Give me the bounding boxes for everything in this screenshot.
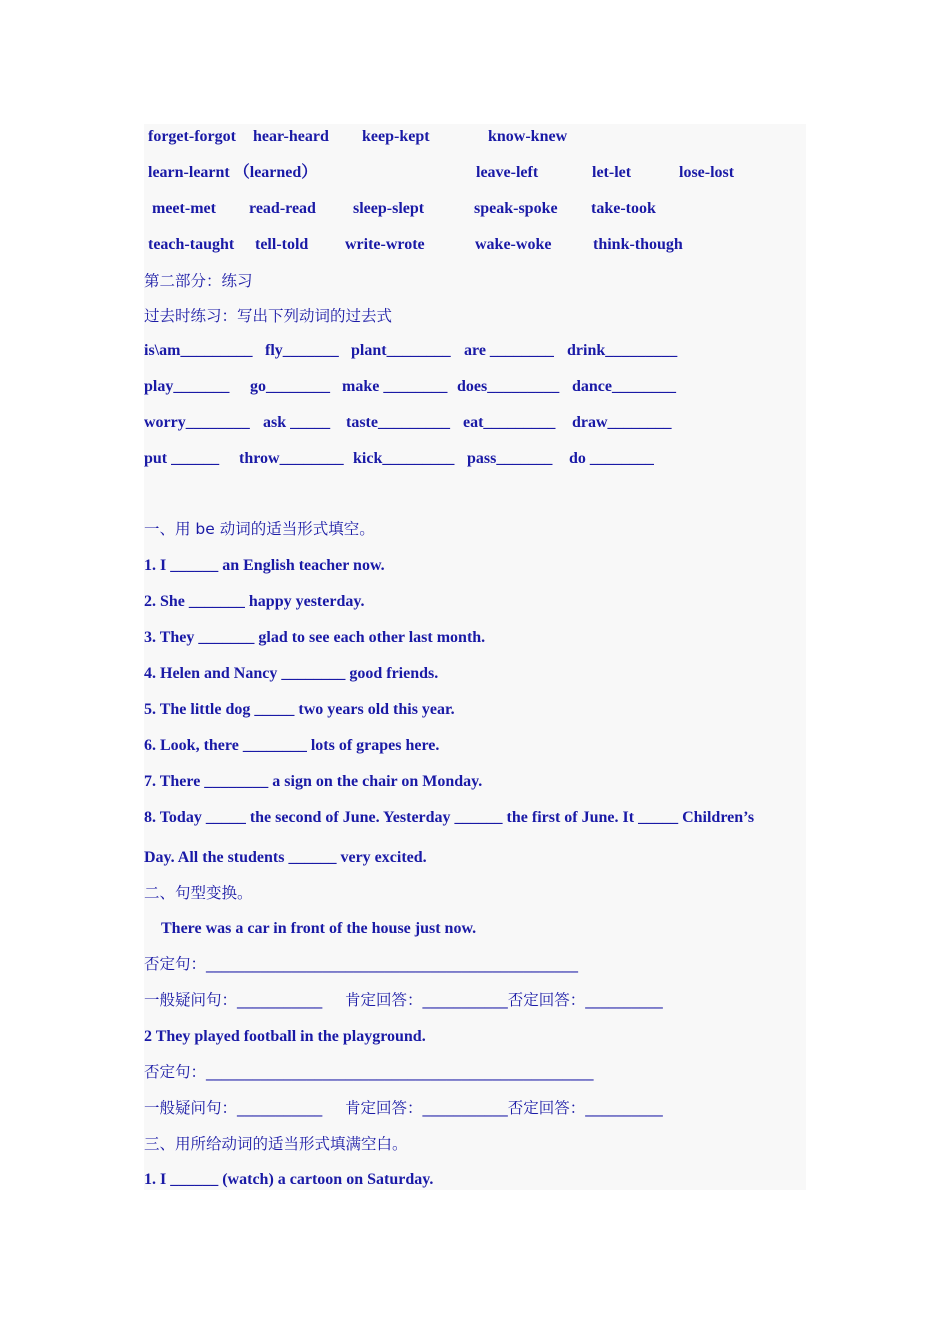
exercise-blank: draw________ [572, 414, 672, 431]
verb-pair: sleep-slept [353, 200, 425, 217]
exercise-blank: do ________ [569, 450, 654, 467]
section1-item: 7. There ________ a sign on the chair on Monday. [144, 773, 483, 790]
verb-pair: let-let [592, 164, 632, 181]
verb-pair: forget-forgot [148, 128, 236, 145]
verb-pair: teach-taught [148, 236, 235, 253]
verb-pair: take-took [591, 200, 656, 217]
general-question-2: 一般疑问句：___________ [144, 1099, 323, 1117]
verb-pair: keep-kept [362, 128, 430, 145]
exercise-blank: go________ [250, 378, 330, 395]
exercise-blank: ask _____ [263, 414, 331, 431]
section1-item: 2. She _______ happy yesterday. [144, 593, 365, 610]
verb-pair: wake-woke [475, 236, 552, 253]
verb-pair: hear-heard [253, 128, 329, 145]
exercise-blank: taste_________ [346, 414, 450, 431]
exercise-blank: throw________ [239, 450, 344, 467]
section2-title: 二、句型变换。 [144, 884, 253, 902]
exercise-blank: put ______ [144, 450, 220, 467]
verb-pair: know-knew [488, 128, 568, 145]
section2-sentence-1: There was a car in front of the house just now. [161, 920, 477, 937]
negative-sentence-1: 否定句：________________________________________________ [144, 955, 579, 973]
exercise-blank: are ________ [464, 342, 554, 359]
section1-item: 6. Look, there ________ lots of grapes here. [144, 737, 440, 754]
past-tense-title: 过去时练习：写出下列动词的过去式 [144, 307, 393, 325]
section1-title: 一、用 be 动词的适当形式填空。 [144, 520, 375, 538]
part2-title: 第二部分：练习 [144, 272, 253, 290]
verb-pair: leave-left [476, 164, 539, 181]
verb-pair: read-read [249, 200, 316, 217]
section3-item: 1. I ______ (watch) a cartoon on Saturday. [144, 1171, 434, 1188]
verb-pair: write-wrote [345, 236, 425, 253]
section1-item: 8. Today _____ the second of June. Yesterday ______ the first of June. It _____ Children’s [144, 809, 755, 826]
exercise-blank: dance________ [572, 378, 676, 395]
exercise-blank: drink_________ [567, 342, 678, 359]
verb-pair: learn-learnt （learned） [148, 164, 318, 181]
verb-pair: speak-spoke [474, 200, 558, 217]
section3-title: 三、用所给动词的适当形式填满空白。 [144, 1135, 408, 1153]
verb-row-4 [144, 235, 794, 355]
general-question-1: 一般疑问句：___________ [144, 991, 323, 1009]
section1-item: Day. All the students ______ very excited. [144, 849, 427, 866]
verb-pair: meet-met [152, 200, 216, 217]
exercise-blank: fly_______ [265, 342, 339, 359]
exercise-blank: kick_________ [353, 450, 455, 467]
answers-2: 肯定回答：___________否定回答：__________ [345, 1099, 663, 1117]
exercise-row-4 [144, 449, 794, 569]
verb-pair: tell-told [255, 236, 309, 253]
negative-sentence-2: 否定句：__________________________________________________ [144, 1063, 594, 1081]
section1-item: 5. The little dog _____ two years old this year. [144, 701, 455, 718]
answers-1: 肯定回答：___________否定回答：__________ [345, 991, 663, 1009]
exercise-blank: make ________ [342, 378, 448, 395]
exercise-blank: is\am_________ [144, 342, 253, 359]
exercise-blank: pass_______ [467, 450, 553, 467]
exercise-blank: eat_________ [463, 414, 556, 431]
exercise-blank: worry________ [144, 414, 250, 431]
section1-item: 4. Helen and Nancy ________ good friends. [144, 665, 439, 682]
verb-pair: lose-lost [679, 164, 735, 181]
verb-pair: think-though [593, 236, 683, 253]
section1-item: 3. They _______ glad to see each other last month. [144, 629, 486, 646]
section1-item: 1. I ______ an English teacher now. [144, 557, 385, 574]
exercise-blank: does_________ [457, 378, 560, 395]
exercise-blank: plant________ [351, 342, 451, 359]
exercise-blank: play_______ [144, 378, 230, 395]
section2-sentence-2: 2 They played football in the playground. [144, 1028, 426, 1045]
